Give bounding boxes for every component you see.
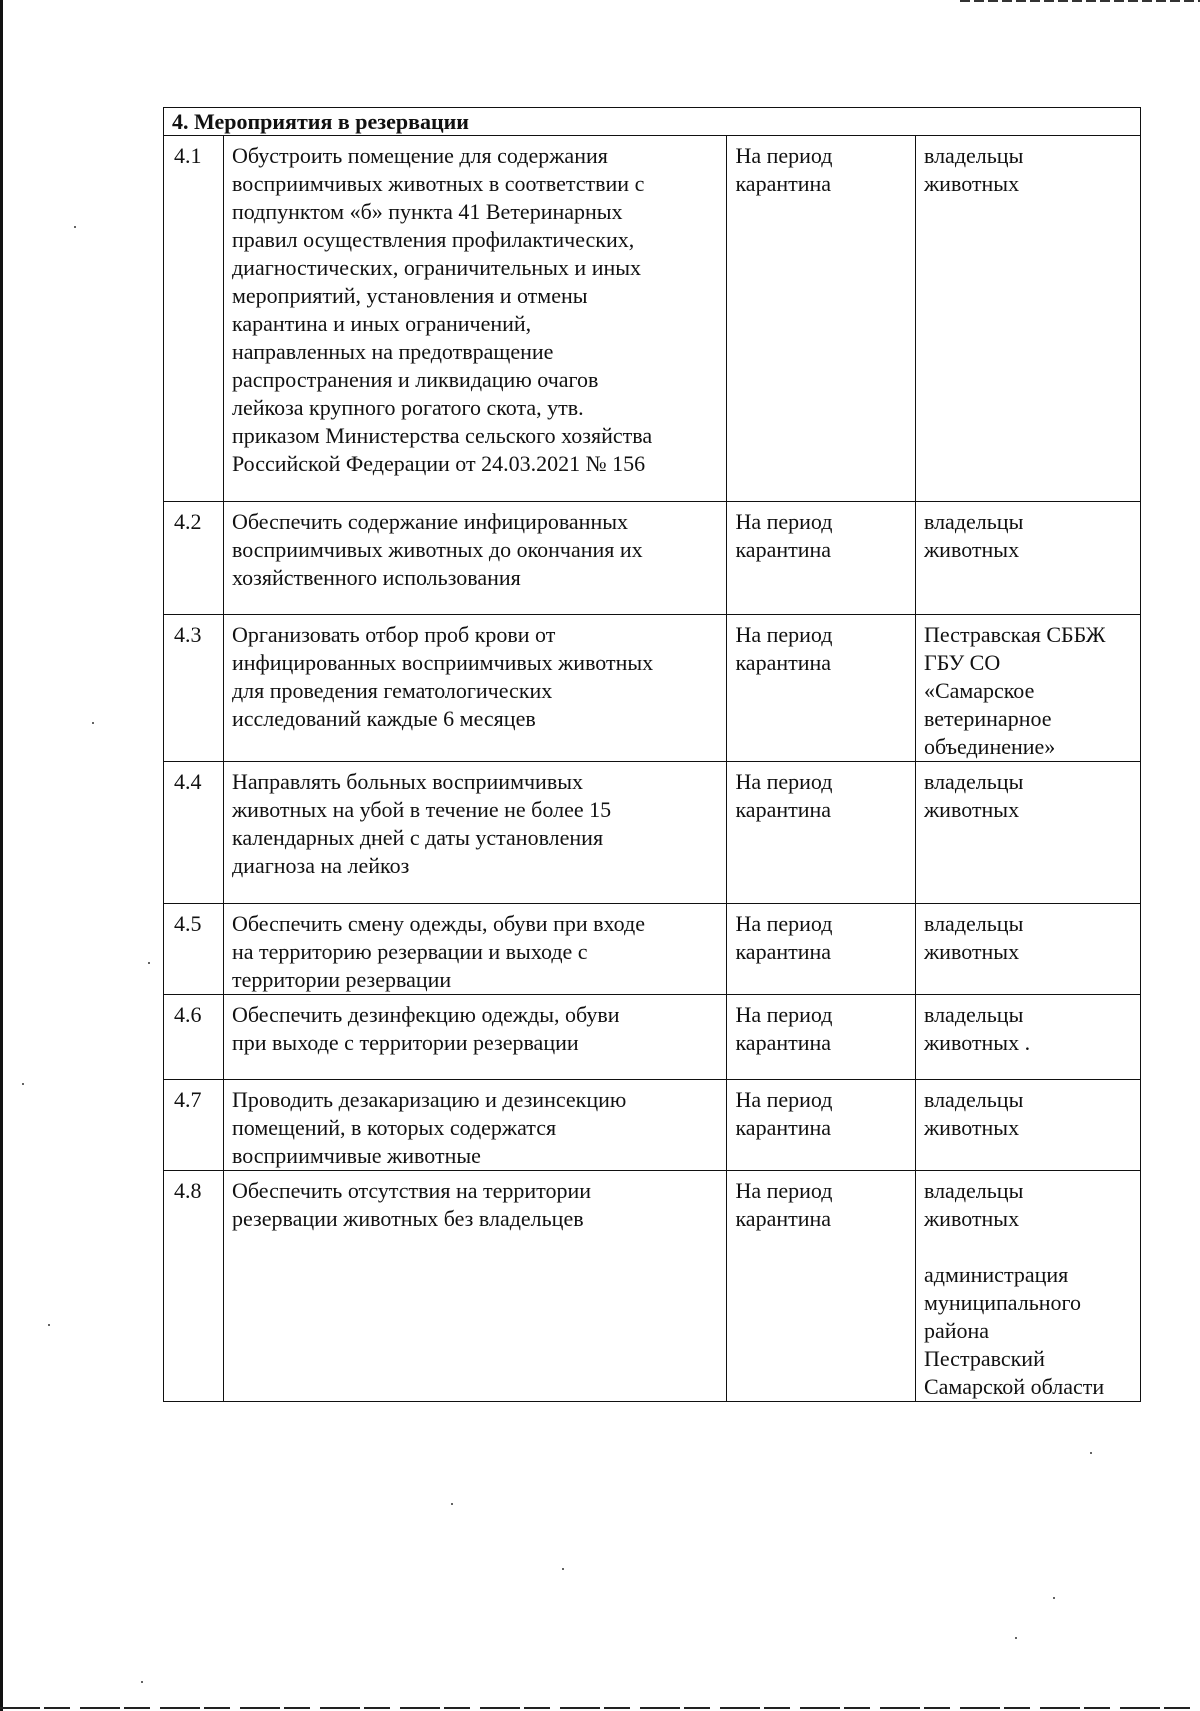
measure-term	[727, 615, 916, 762]
measure-text-line: мероприятий, установления и отмены	[231, 283, 588, 308]
measure-text-line: карантина и иных ограничений,	[231, 311, 532, 336]
responsible-line: ветеринарное	[923, 706, 1052, 731]
section-header-row	[164, 108, 1141, 136]
measure-text-line: помещений, в которых содержатся	[231, 1115, 557, 1140]
measure-text-line: территории резервации	[231, 967, 452, 992]
term-line: карантина	[735, 171, 832, 196]
measure-responsible	[915, 615, 1140, 762]
measure-text-line: восприимчивых животных до окончания их	[231, 537, 643, 562]
responsible-line: владельцы	[923, 1002, 1024, 1027]
responsible-line: животных	[923, 797, 1020, 822]
measure-text-line: календарных дней с даты установления	[231, 825, 604, 850]
responsible-line: владельцы	[923, 509, 1024, 534]
term-line: На период	[735, 911, 833, 936]
responsible-line: владельцы	[923, 911, 1024, 936]
measure-text-line: Организовать отбор проб крови от	[231, 622, 556, 647]
measure-text	[223, 615, 726, 762]
measure-text-line: Обеспечить дезинфекцию одежды, обуви	[231, 1002, 620, 1027]
measure-text	[223, 502, 726, 615]
responsible-line: владельцы	[923, 769, 1024, 794]
scan-speck	[1015, 1637, 1017, 1639]
scan-speck	[92, 722, 94, 724]
term-line: карантина	[735, 537, 832, 562]
table-row	[164, 502, 1141, 615]
measure-text-line: восприимчивые животные	[231, 1143, 481, 1168]
measure-responsible	[915, 1080, 1140, 1171]
responsible-line: объединение»	[923, 734, 1056, 759]
scan-speck	[48, 1324, 50, 1326]
measure-text-line: на территорию резервации и выходе с	[231, 939, 588, 964]
measure-text	[223, 136, 726, 502]
table-row	[164, 1080, 1141, 1171]
section-title: 4. Мероприятия в резервации	[164, 108, 1141, 136]
row-number: 4.6	[164, 995, 224, 1080]
measure-term	[727, 1171, 916, 1402]
measure-text-line: подпунктом «б» пункта 41 Ветеринарных	[231, 199, 623, 224]
row-number: 4.1	[164, 136, 224, 502]
scan-edge-bottom	[0, 1707, 1200, 1709]
responsible-line: «Самарское	[923, 678, 1035, 703]
term-line: карантина	[735, 1030, 832, 1055]
measure-text-line: диагноза на лейкоз	[231, 853, 410, 878]
term-line: На период	[735, 1178, 833, 1203]
scan-speck	[1090, 1452, 1092, 1454]
measure-responsible	[915, 502, 1140, 615]
responsible-line	[924, 1233, 1132, 1261]
responsible-line: владельцы	[923, 143, 1024, 168]
measure-term	[727, 136, 916, 502]
measure-text	[223, 762, 726, 904]
measure-text-line: резервации животных без владельцев	[231, 1206, 584, 1231]
term-line: карантина	[735, 650, 832, 675]
measure-text-line: Обеспечить отсутствия на территории	[231, 1178, 591, 1203]
responsible-line: Пестравская СББЖ	[923, 622, 1106, 647]
table-row	[164, 904, 1141, 995]
table-row	[164, 995, 1141, 1080]
measure-text-line: Направлять больных восприимчивых	[231, 769, 583, 794]
scan-speck	[74, 226, 76, 228]
table-row	[164, 615, 1141, 762]
row-number: 4.7	[164, 1080, 224, 1171]
term-line: На период	[735, 509, 833, 534]
measure-text-line: приказом Министерства сельского хозяйства	[231, 423, 653, 448]
measure-text-line: восприимчивых животных в соответствии с	[231, 171, 645, 196]
measure-text	[223, 995, 726, 1080]
scan-edge-top	[960, 0, 1200, 2]
measure-text-line: Обеспечить смену одежды, обуви при входе	[231, 911, 645, 936]
measure-text-line: Обустроить помещение для содержания	[231, 143, 608, 168]
measure-term	[727, 1080, 916, 1171]
measure-responsible	[915, 995, 1140, 1080]
measure-responsible	[915, 904, 1140, 995]
measure-text-line: Проводить дезакаризацию и дезинсекцию	[231, 1087, 627, 1112]
responsible-line: животных	[923, 1206, 1020, 1231]
scan-speck	[451, 1503, 453, 1505]
term-line: карантина	[735, 1115, 832, 1140]
measure-text-line: лейкоза крупного рогатого скота, утв.	[231, 395, 584, 420]
responsible-line: Пестравский	[923, 1346, 1045, 1371]
measure-text-line: диагностических, ограничительных и иных	[231, 255, 642, 280]
scan-speck	[148, 962, 150, 964]
responsible-line: животных	[923, 537, 1020, 562]
responsible-line: администрация	[923, 1262, 1069, 1287]
scan-speck	[1053, 1597, 1055, 1599]
row-number: 4.8	[164, 1171, 224, 1402]
measure-text-line: инфицированных восприимчивых животных	[231, 650, 654, 675]
measure-text	[223, 1080, 726, 1171]
term-line: На период	[735, 622, 833, 647]
term-line: На период	[735, 769, 833, 794]
scan-edge-left	[0, 0, 3, 1711]
measure-text-line: исследований каждые 6 месяцев	[231, 706, 536, 731]
measure-term	[727, 502, 916, 615]
measure-text-line: Российской Федерации от 24.03.2021 № 156	[231, 451, 646, 476]
measure-text-line: распространения и ликвидацию очагов	[231, 367, 599, 392]
responsible-line: Самарской области	[923, 1374, 1105, 1399]
row-number: 4.3	[164, 615, 224, 762]
measure-responsible	[915, 1171, 1140, 1402]
measures-table	[163, 107, 1141, 1402]
table-row	[164, 762, 1141, 904]
measure-text-line: Обеспечить содержание инфицированных	[231, 509, 629, 534]
row-number: 4.5	[164, 904, 224, 995]
measure-text-line: животных на убой в течение не более 15	[231, 797, 612, 822]
measure-text	[223, 1171, 726, 1402]
responsible-line: владельцы	[923, 1178, 1024, 1203]
term-line: На период	[735, 143, 833, 168]
measure-text-line: для проведения гематологических	[231, 678, 553, 703]
term-line: карантина	[735, 939, 832, 964]
responsible-line: ГБУ СО	[923, 650, 1001, 675]
term-line: На период	[735, 1002, 833, 1027]
scan-speck	[141, 1681, 143, 1683]
measure-term	[727, 762, 916, 904]
table-row	[164, 136, 1141, 502]
responsible-line: муниципального	[923, 1290, 1081, 1315]
responsible-line: владельцы	[923, 1087, 1024, 1112]
measure-text-line: направленных на предотвращение	[231, 339, 554, 364]
scan-speck	[22, 1083, 24, 1085]
measure-text-line: хозяйственного использования	[231, 565, 521, 590]
term-line: На период	[735, 1087, 833, 1112]
responsible-line: животных .	[923, 1030, 1031, 1055]
row-number: 4.4	[164, 762, 224, 904]
term-line: карантина	[735, 1206, 832, 1231]
measure-text	[223, 904, 726, 995]
responsible-line: района	[923, 1318, 990, 1343]
row-number: 4.2	[164, 502, 224, 615]
responsible-line: животных	[923, 939, 1020, 964]
scan-speck	[562, 1568, 564, 1570]
term-line: карантина	[735, 797, 832, 822]
measure-term	[727, 904, 916, 995]
measure-responsible	[915, 136, 1140, 502]
measure-responsible	[915, 762, 1140, 904]
measure-text-line: правил осуществления профилактических,	[231, 227, 635, 252]
table-row	[164, 1171, 1141, 1402]
measure-term	[727, 995, 916, 1080]
measure-text-line: при выходе с территории резервации	[231, 1030, 579, 1055]
responsible-line: животных	[923, 1115, 1020, 1140]
responsible-line: животных	[923, 171, 1020, 196]
